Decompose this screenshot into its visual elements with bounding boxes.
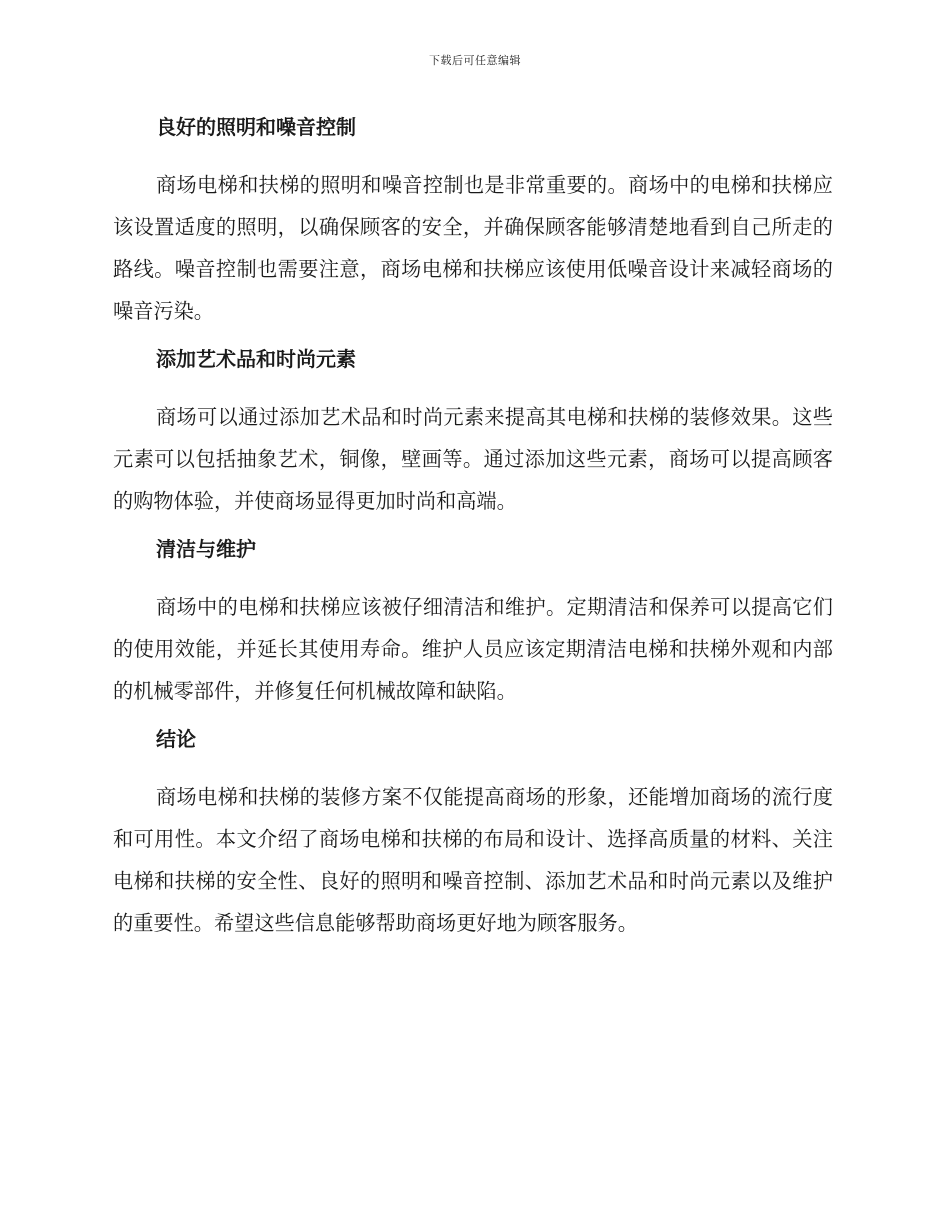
section-heading-lighting-noise: 良好的照明和噪音控制 [156,115,356,139]
section-paragraph-lighting-noise: 商场电梯和扶梯的照明和噪音控制也是非常重要的。商场中的电梯和扶梯应该设置适度的照明，以确保顾客的安全，并确保顾客能够清楚地看到自己所走的路线。噪音控制也需要注意，商场电梯和扶梯应该使用低噪音设计来减轻商场的噪音污染。 [113,173,833,323]
page-header: 下载后可任意编辑 [429,54,521,67]
section-paragraph-conclusion: 商场电梯和扶梯的装修方案不仅能提高商场的形象，还能增加商场的流行度和可用性。本文介绍了商场电梯和扶梯的布局和设计、选择高质量的材料、关注电梯和扶梯的安全性、良好的照明和噪音控制、添加艺术品和时尚元素以及维护的重要性。希望这些信息能够帮助商场更好地为顾客服务。 [113,785,833,935]
section-paragraph-art-fashion: 商场可以通过添加艺术品和时尚元素来提高其电梯和扶梯的装修效果。这些元素可以包括抽象艺术，铜像，壁画等。通过添加这些元素，商场可以提高顾客的购物体验，并使商场显得更加时尚和高端。 [113,405,833,513]
document-body [113,110,833,954]
section-paragraph-cleaning-maintenance: 商场中的电梯和扶梯应该被仔细清洁和维护。定期清洁和保养可以提高它们的使用效能，并延长其使用寿命。维护人员应该定期清洁电梯和扶梯外观和内部的机械零部件，并修复任何机械故障和缺陷。 [113,595,833,703]
section-heading-art-fashion: 添加艺术品和时尚元素 [156,347,356,371]
section-heading-cleaning-maintenance: 清洁与维护 [156,537,256,561]
section-heading-conclusion: 结论 [156,727,196,751]
